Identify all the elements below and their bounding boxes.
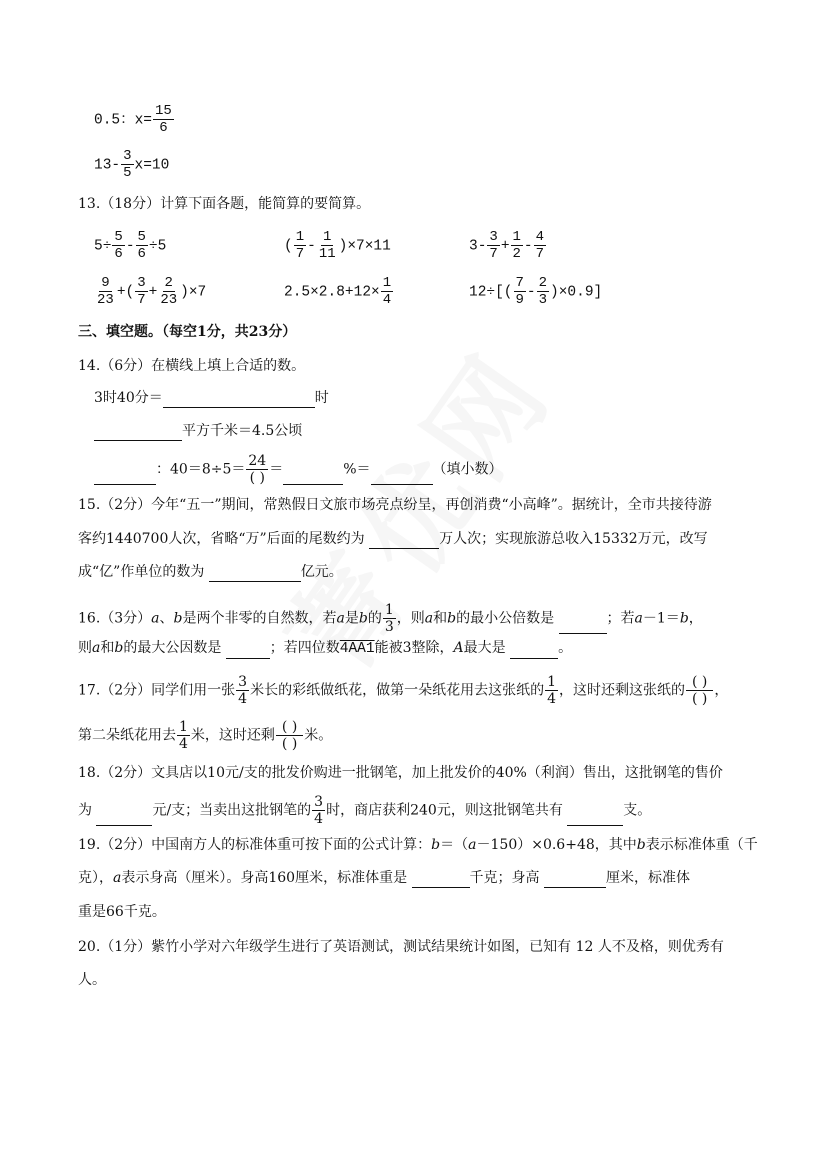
answer-fraction[interactable]: $\frac{( )}{( )}$ bbox=[276, 720, 303, 751]
q20-line-1: 20.（1分）紫竹小学对六年级学生进行了英语测试，测试结果统计如图，已知有 12 人不及格，则优秀有 bbox=[78, 939, 724, 955]
q14-line-3: ：40＝8÷5＝ $\frac{24}{( )}$ ＝ %＝ （填小数） bbox=[94, 454, 503, 485]
q16-line-2: 则a和b的最大公因数是 ；若四位数4AA1能被3整除，A最大是 。 bbox=[78, 640, 573, 657]
answer-blank[interactable] bbox=[544, 873, 606, 888]
answer-blank[interactable] bbox=[412, 873, 470, 888]
equation-a: 0.5：x= $\frac{15}{6}$ bbox=[94, 103, 172, 136]
q13-expr-3: 3- $\frac{3}{7}$ + $\frac{1}{2}$ - $\frac{4}{7}$ bbox=[469, 229, 545, 262]
answer-blank[interactable] bbox=[283, 470, 343, 485]
q15-line-3: 成“亿”作单位的数为 亿元。 bbox=[78, 564, 343, 580]
question-13-title: 13.（18分）计算下面各题，能简算的要简算。 bbox=[78, 196, 371, 212]
q14-line-1: 3时40分＝ 时 bbox=[94, 390, 329, 406]
q15-line-1: 15.（2分）今年“五一”期间，常熟假日文旅市场亮点纷呈，再创消费“小高峰”。据统计，全市共接待游 bbox=[78, 497, 712, 513]
answer-fraction[interactable]: $\frac{( )}{( )}$ bbox=[686, 675, 713, 706]
q13-expr-5: 2.5×2.8+12× $\frac{1}{4}$ bbox=[284, 275, 392, 308]
answer-blank[interactable] bbox=[226, 644, 270, 659]
answer-blank[interactable] bbox=[510, 644, 558, 659]
q20-line-2: 人。 bbox=[78, 972, 106, 988]
q16-line-1: 16.（3分）a、b是两个非零的自然数，若a是b的 $\frac{1}{3}$ ，则a和b的最小公倍数是 ；若a－1＝b， bbox=[78, 602, 703, 635]
q17-line-1: 17.（2分）同学们用一张 $\frac{3}{4}$ 米长的彩纸做纸花，做第一朵纸花用去这张纸的 $\frac{1}{4}$ ，这时还剩这张纸的 $\frac{( )}{( )}$ ， bbox=[78, 674, 729, 707]
q13-expr-1: 5÷ $\frac{5}{6}$ - $\frac{5}{6}$ ÷5 bbox=[94, 229, 167, 262]
answer-blank[interactable] bbox=[94, 426, 182, 441]
q18-line-2: 为 元/支；当卖出这批钢笔的 $\frac{3}{4}$ 时，商店获利240元，则这批钢笔共有 支。 bbox=[78, 794, 652, 827]
answer-blank[interactable] bbox=[371, 470, 433, 485]
fraction: $\frac{15}{6}$ bbox=[155, 103, 172, 136]
q19-line-3: 重是66千克。 bbox=[78, 904, 166, 920]
q14-line-2: 平方千米＝4.5公顷 bbox=[94, 421, 302, 441]
q13-expr-6: 12÷[( $\frac{7}{9}$ - $\frac{2}{3}$ )×0.9] bbox=[469, 275, 603, 308]
question-14-title: 14.（6分）在横线上填上合适的数。 bbox=[78, 358, 306, 374]
q19-line-1: 19.（2分）中国南方人的标准体重可按下面的公式计算：b＝（a－150）×0.6+48，其中b表示标准体重（千 bbox=[78, 837, 758, 853]
equation-b: 13- $\frac{3}{5}$ x=10 bbox=[94, 148, 170, 181]
q15-line-2: 客约1440700人次，省略“万”后面的尾数约为 万人次；实现旅游总收入15332万元，改写 bbox=[78, 531, 708, 547]
section-heading: 三、填空题。（每空1分，共23分） bbox=[78, 324, 297, 340]
q13-expr-2: ( $\frac{1}{7}$ - $\frac{1}{11}$ )×7×11 bbox=[284, 229, 391, 262]
answer-blank[interactable] bbox=[94, 470, 156, 485]
fraction: $\frac{3}{5}$ bbox=[123, 148, 132, 181]
watermark bbox=[245, 315, 615, 725]
q18-line-1: 18.（2分）文具店以10元/支的批发价购进一批钢笔，加上批发价的40%（利润）售出，这批钢笔的售价 bbox=[78, 765, 723, 781]
q17-line-2: 第二朵纸花用去 $\frac{1}{4}$ 米，这时还剩 $\frac{( )}{( )}$ 米。 bbox=[78, 719, 333, 752]
answer-blank[interactable] bbox=[209, 567, 301, 582]
answer-blank[interactable] bbox=[559, 619, 607, 634]
answer-blank[interactable] bbox=[567, 811, 623, 826]
answer-blank[interactable] bbox=[96, 811, 152, 826]
q19-line-2: 克），a表示身高（厘米）。身高160厘米，标准体重是 千克；身高 厘米，标准体 bbox=[78, 870, 690, 886]
answer-blank[interactable] bbox=[163, 393, 315, 408]
answer-blank[interactable] bbox=[369, 534, 439, 549]
q13-expr-4: $\frac{9}{23}$ +( $\frac{3}{7}$ + $\frac{2}{23}$ )×7 bbox=[97, 275, 207, 308]
